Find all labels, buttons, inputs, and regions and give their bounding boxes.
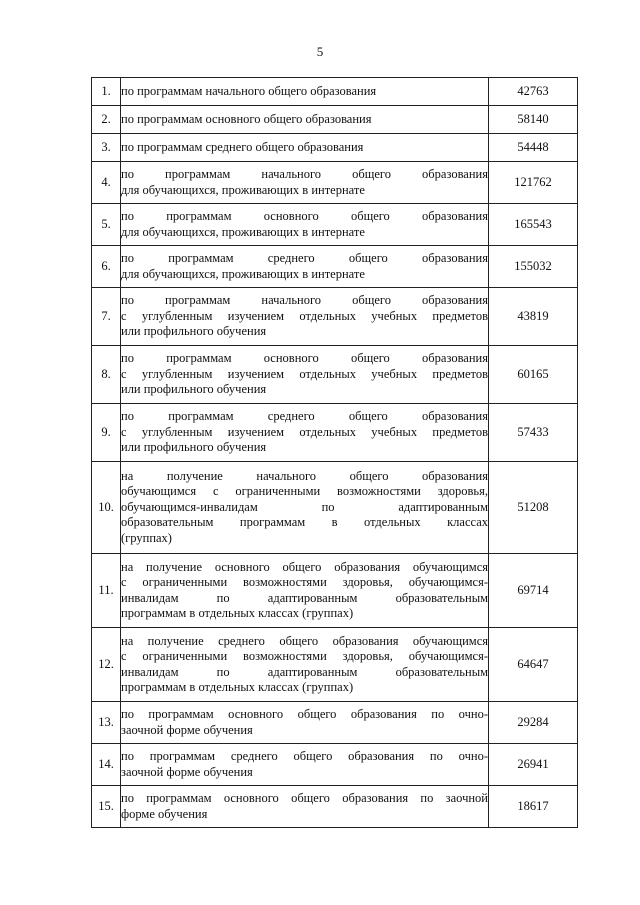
table-row — [92, 346, 578, 404]
table-row — [92, 78, 578, 106]
row-number: 1. — [92, 78, 121, 106]
row-description — [121, 346, 489, 404]
row-description — [121, 702, 489, 744]
table-row — [92, 404, 578, 462]
description-line: (группах) — [121, 530, 172, 545]
row-description — [121, 744, 489, 786]
row-number: 11. — [92, 554, 121, 628]
row-value: 165543 — [489, 204, 578, 246]
norms-table-body — [92, 78, 578, 828]
row-value: 69714 — [489, 554, 578, 628]
table-row — [92, 554, 578, 628]
description-line: по программам основного общего образования — [121, 351, 488, 366]
description-line: с углубленным изучением отдельных учебных предметов — [121, 424, 488, 439]
row-value: 121762 — [489, 162, 578, 204]
description-line: образовательным программам в отдельных классах — [121, 515, 488, 530]
row-description — [121, 106, 489, 134]
description-line: программам в отдельных классах (группах) — [121, 606, 354, 620]
row-number: 13. — [92, 702, 121, 744]
row-description — [121, 554, 489, 628]
table-row — [92, 106, 578, 134]
row-description — [121, 78, 489, 106]
description-line: для обучающихся, проживающих в интернате — [121, 266, 365, 281]
row-description — [121, 162, 489, 204]
row-value: 155032 — [489, 246, 578, 288]
description-line: на получение начального общего образования — [121, 468, 488, 483]
description-line: на получение основного общего образования обучающимся — [121, 559, 488, 574]
description-line: по программам среднего общего образования — [121, 251, 488, 265]
row-number: 3. — [92, 134, 121, 162]
row-number: 5. — [92, 204, 121, 246]
row-value: 18617 — [489, 786, 578, 828]
row-value: 57433 — [489, 404, 578, 462]
description-line: обучающимся с ограниченными возможностями здоровья, — [121, 484, 488, 499]
table-row — [92, 462, 578, 554]
description-line: по программам среднего общего образования по очно- — [121, 749, 488, 763]
row-description — [121, 786, 489, 828]
description-line: на получение среднего общего образования обучающимся — [121, 633, 488, 648]
row-number: 9. — [92, 404, 121, 462]
page-number: 5 — [316, 44, 324, 59]
description-line: по программам среднего общего образования — [121, 409, 488, 424]
description-line: по программам основного общего образования по заочной — [121, 791, 488, 805]
row-value: 26941 — [489, 744, 578, 786]
row-number: 4. — [92, 162, 121, 204]
row-value: 51208 — [489, 462, 578, 554]
row-number: 14. — [92, 744, 121, 786]
description-line: программам в отдельных классах (группах) — [121, 680, 354, 694]
row-description — [121, 134, 489, 162]
table-row — [92, 702, 578, 744]
row-value: 43819 — [489, 288, 578, 346]
row-number: 8. — [92, 346, 121, 404]
row-number: 7. — [92, 288, 121, 346]
description-line: с углубленным изучением отдельных учебных предметов — [121, 308, 488, 323]
description-line: обучающимся-инвалидам по адаптированным — [121, 499, 488, 514]
row-number: 12. — [92, 628, 121, 702]
description-line: или профильного обучения — [121, 440, 267, 455]
description-line: или профильного обучения — [121, 324, 267, 339]
row-description — [121, 404, 489, 462]
row-number: 10. — [92, 462, 121, 554]
row-description — [121, 246, 489, 288]
description-line: по программам начального общего образования — [121, 167, 488, 181]
row-number: 2. — [92, 106, 121, 134]
description-line: по программам начального общего образования — [121, 293, 488, 308]
description-line: по программам основного общего образования — [121, 209, 488, 223]
description-line: по программам основного общего образования — [121, 111, 372, 126]
description-line: заочной форме обучения — [121, 764, 253, 779]
table-row — [92, 744, 578, 786]
description-line: для обучающихся, проживающих в интернате — [121, 224, 365, 239]
table-row — [92, 134, 578, 162]
table-row — [92, 786, 578, 828]
description-line: по программам основного общего образования по очно- — [121, 707, 488, 721]
description-line: форме обучения — [121, 806, 208, 821]
row-number: 6. — [92, 246, 121, 288]
description-line: по программам среднего общего образования — [121, 139, 364, 154]
row-value: 60165 — [489, 346, 578, 404]
norms-table — [91, 77, 578, 828]
row-description — [121, 462, 489, 554]
description-line: с ограниченными возможностями здоровья, обучающимся- — [121, 575, 488, 589]
row-description — [121, 204, 489, 246]
description-line: заочной форме обучения — [121, 722, 253, 737]
table-row — [92, 204, 578, 246]
description-line: с ограниченными возможностями здоровья, обучающимся- — [121, 649, 488, 663]
row-value: 58140 — [489, 106, 578, 134]
row-description — [121, 288, 489, 346]
row-value: 42763 — [489, 78, 578, 106]
row-value: 29284 — [489, 702, 578, 744]
table-row — [92, 246, 578, 288]
row-number: 15. — [92, 786, 121, 828]
description-line: инвалидам по адаптированным образовательным — [121, 590, 488, 605]
description-line: для обучающихся, проживающих в интернате — [121, 182, 365, 197]
description-line: или профильного обучения — [121, 382, 267, 397]
table-row — [92, 628, 578, 702]
table-row — [92, 162, 578, 204]
row-description — [121, 628, 489, 702]
description-line: инвалидам по адаптированным образовательным — [121, 664, 488, 679]
table-row — [92, 288, 578, 346]
description-line: с углубленным изучением отдельных учебных предметов — [121, 366, 488, 381]
description-line: по программам начального общего образования — [121, 83, 377, 98]
row-value: 64647 — [489, 628, 578, 702]
row-value: 54448 — [489, 134, 578, 162]
